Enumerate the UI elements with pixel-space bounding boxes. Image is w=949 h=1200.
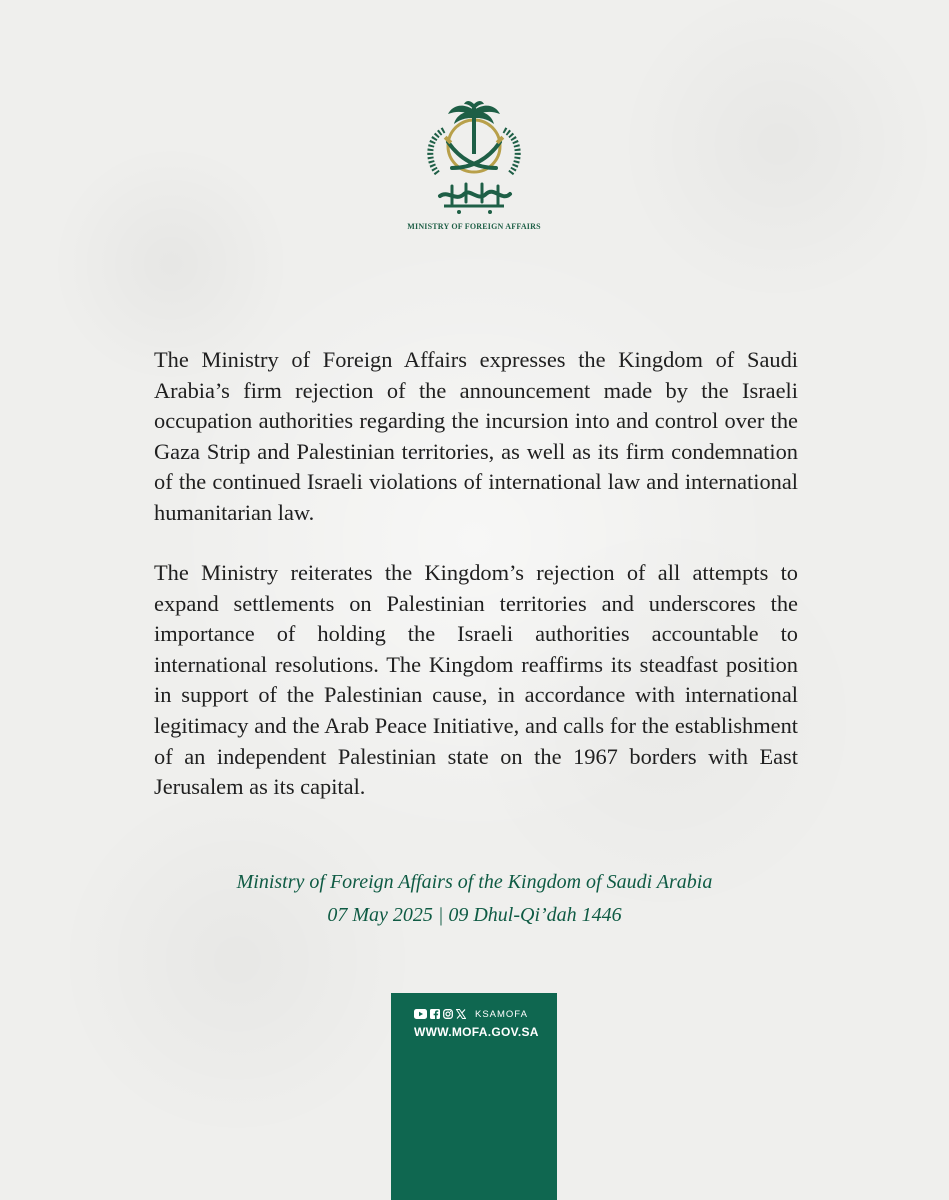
ministry-english-name: MINISTRY OF FOREIGN AFFAIRS [407, 222, 541, 231]
signature-date: 07 May 2025 | 09 Dhul-Qi’dah 1446 [327, 904, 622, 926]
facebook-icon[interactable] [430, 1009, 440, 1019]
saudi-emblem-palm-swords-icon [404, 98, 544, 238]
statement-paragraph-2: The Ministry reiterates the Kingdom’s rejection of all attempts to expand settlements on Palestinian territories and underscores the importance of holding the Israeli authorities accountable to international resolutions. The Kingdom reaffirms its steadfast position in support of the Palestinian cause, in accordance with international legitimacy and the Arab Peace Initiative, and calls for the establishment of an independent Palestinian state on the 1967 borders with East Jerusalem as its capital. [154, 560, 798, 800]
social-handle[interactable]: KSAMOFA [475, 1008, 528, 1020]
statement-paragraph-1: The Ministry of Foreign Affairs expresses the Kingdom of Saudi Arabia’s firm rejection of the announcement made by the Israeli occupation authorities regarding the incursion into and control over the Gaza Strip and Palestinian territories, as well as its firm condemnation of the continued Israeli violations of international law and international humanitarian law. [154, 347, 798, 525]
footer-contact-block [391, 993, 557, 1200]
website-link[interactable]: WWW.MOFA.GOV.SA [414, 1025, 539, 1039]
instagram-icon[interactable] [443, 1009, 453, 1019]
youtube-icon[interactable] [414, 1009, 427, 1019]
signature-ministry: Ministry of Foreign Affairs of the Kingdom of Saudi Arabia [236, 871, 713, 893]
social-links [414, 1008, 528, 1020]
x-icon[interactable] [456, 1009, 466, 1019]
